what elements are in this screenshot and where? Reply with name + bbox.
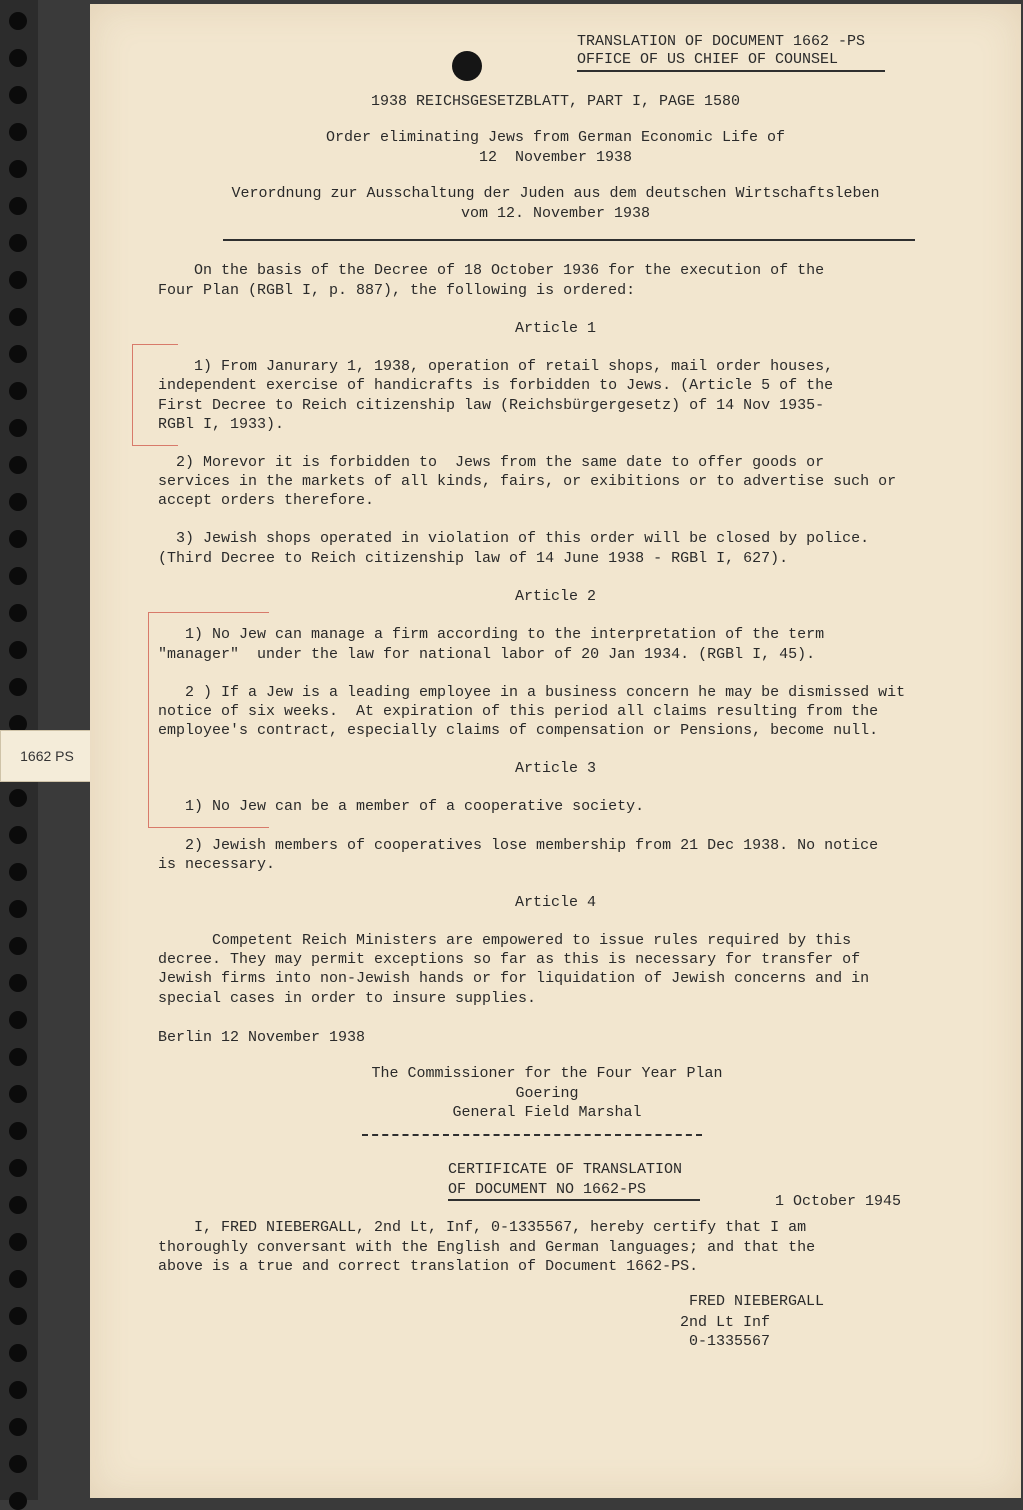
binder-hole	[9, 1307, 27, 1325]
binder-hole	[9, 1048, 27, 1066]
article-1-p2-line-2: services in the markets of all kinds, fairs, or exibitions or to advertise such or	[158, 473, 897, 490]
binder-hole	[9, 1492, 27, 1510]
binder-hole	[9, 863, 27, 881]
article-1-p2-line-3: accept orders therefore.	[158, 492, 375, 509]
binder-hole	[9, 974, 27, 992]
signature-name: Goering	[515, 1085, 579, 1102]
binder-hole	[9, 160, 27, 178]
binder-hole	[9, 1233, 27, 1251]
title-english-line-2: 12 November 1938	[478, 149, 633, 166]
certificate-body-line-1: I, FRED NIEBERGALL, 2nd Lt, Inf, 0-1335567, hereby certify that I am	[158, 1219, 807, 1236]
article-2-p2-line-2: notice of six weeks. At expiration of this period all claims resulting from the	[158, 703, 879, 720]
binder-hole	[9, 826, 27, 844]
certificate-body-line-3: above is a true and correct translation of Document 1662-PS.	[158, 1258, 699, 1275]
binder-hole	[9, 1270, 27, 1288]
source-citation: 1938 REICHSGESETZBLATT, PART I, PAGE 1580	[370, 93, 741, 110]
binder-hole	[9, 12, 27, 30]
binder-hole	[9, 678, 27, 696]
binder-hole	[9, 1418, 27, 1436]
article-2-heading: Article 2	[514, 588, 596, 605]
binder-hole	[9, 271, 27, 289]
binder-hole	[9, 1011, 27, 1029]
article-2-p1-line-1: 1) No Jew can manage a firm according to the interpretation of the term	[158, 626, 825, 643]
article-4-heading: Article 4	[514, 894, 596, 911]
article-4-line-2: decree. They may permit exceptions so far as this is necessary for transfer of	[158, 951, 861, 968]
article-1-p3-line-1: 3) Jewish shops operated in violation of this order will be closed by police.	[158, 530, 870, 547]
binder-hole	[9, 123, 27, 141]
title-german-line-1: Verordnung zur Ausschaltung der Juden aus dem deutschen Wirtschaftsleben	[231, 185, 880, 202]
certifier-serial: 0-1335567	[689, 1333, 771, 1350]
document-page	[90, 4, 1021, 1498]
article-1-p2-line-1: 2) Morevor it is forbidden to Jews from the same date to offer goods or	[158, 454, 825, 471]
binder-hole	[9, 530, 27, 548]
article-2-p1-line-2: "manager" under the law for national labor of 20 Jan 1934. (RGBl I, 45).	[158, 646, 816, 663]
article-1-heading: Article 1	[514, 320, 596, 337]
binder-hole	[9, 1085, 27, 1103]
binder-hole	[9, 604, 27, 622]
article-2-p2-line-3: employee's contract, especially claims of compensation or Pensions, become null.	[158, 722, 879, 739]
binder-hole	[9, 456, 27, 474]
article-3-heading: Article 3	[514, 760, 596, 777]
binder-hole	[9, 1344, 27, 1362]
binder-hole	[9, 308, 27, 326]
binder-hole	[9, 1381, 27, 1399]
binder-hole	[9, 234, 27, 252]
signature-rank: General Field Marshal	[452, 1104, 642, 1121]
binder-hole	[9, 789, 27, 807]
article-3-p2-line-1: 2) Jewish members of cooperatives lose membership from 21 Dec 1938. No notice	[158, 837, 879, 854]
binder-hole	[9, 382, 27, 400]
binder-hole	[9, 419, 27, 437]
binder-hole	[9, 1159, 27, 1177]
punch-hole	[452, 51, 482, 81]
certificate-title-line-1: CERTIFICATE OF TRANSLATION	[448, 1161, 683, 1178]
article-1-p1-line-3: First Decree to Reich citizenship law (Reichsbürgergesetz) of 14 Nov 1935-	[158, 397, 825, 414]
binder-hole	[9, 86, 27, 104]
place-and-date: Berlin 12 November 1938	[158, 1029, 366, 1046]
article-4-line-4: special cases in order to insure supplies.	[158, 990, 537, 1007]
article-4-line-1: Competent Reich Ministers are empowered to issue rules required by this	[158, 932, 852, 949]
binder-hole	[9, 49, 27, 67]
header-underline	[577, 70, 885, 72]
preamble-line-2: Four Plan (RGBl I, p. 887), the following is ordered:	[158, 282, 636, 299]
certificate-title-line-2: OF DOCUMENT NO 1662-PS	[448, 1181, 647, 1198]
binder-hole	[9, 641, 27, 659]
certifier-name: FRED NIEBERGALL	[689, 1293, 825, 1310]
certificate-date: 1 October 1945	[775, 1193, 902, 1210]
binder-hole	[9, 345, 27, 363]
certificate-body-line-2: thoroughly conversant with the English and German languages; and that the	[158, 1239, 816, 1256]
article-3-p2-line-2: is necessary.	[158, 856, 276, 873]
article-1-p1-line-4: RGBl I, 1933).	[158, 416, 285, 433]
article-4-line-3: Jewish firms into non-Jewish hands or for liquidation of Jewish concerns and in	[158, 970, 870, 987]
article-3-p1: 1) No Jew can be a member of a cooperative society.	[158, 798, 645, 815]
title-rule	[223, 239, 915, 241]
title-english-line-1: Order eliminating Jews from German Economic Life of	[325, 129, 786, 146]
signature-dashed-rule	[362, 1134, 702, 1136]
certificate-title-underline	[448, 1199, 700, 1201]
article-1-p1-line-2: independent exercise of handicrafts is forbidden to Jews. (Article 5 of the	[158, 377, 834, 394]
document-tab-label: 1662 PS	[0, 730, 94, 782]
article-1-p3-line-2: (Third Decree to Reich citizenship law of 14 June 1938 - RGBl I, 627).	[158, 550, 789, 567]
binder-hole	[9, 937, 27, 955]
signature-title: The Commissioner for the Four Year Plan	[371, 1065, 723, 1082]
article-2-p2-line-1: 2 ) If a Jew is a leading employee in a business concern he may be dismissed wit	[158, 684, 906, 701]
header-line-2: OFFICE OF US CHIEF OF COUNSEL	[577, 51, 839, 68]
binder-hole	[9, 900, 27, 918]
header-line-1: TRANSLATION OF DOCUMENT 1662 -PS	[577, 33, 866, 50]
preamble-line-1: On the basis of the Decree of 18 October 1936 for the execution of the	[158, 262, 825, 279]
article-1-p1-line-1: 1) From Janurary 1, 1938, operation of retail shops, mail order houses,	[158, 358, 834, 375]
binder-hole	[9, 1455, 27, 1473]
title-german-line-2: vom 12. November 1938	[460, 205, 651, 222]
certifier-rank: 2nd Lt Inf	[680, 1314, 771, 1331]
binder-hole	[9, 493, 27, 511]
binder-hole	[9, 1196, 27, 1214]
binder-hole	[9, 1122, 27, 1140]
binder-hole	[9, 197, 27, 215]
binder-hole	[9, 567, 27, 585]
